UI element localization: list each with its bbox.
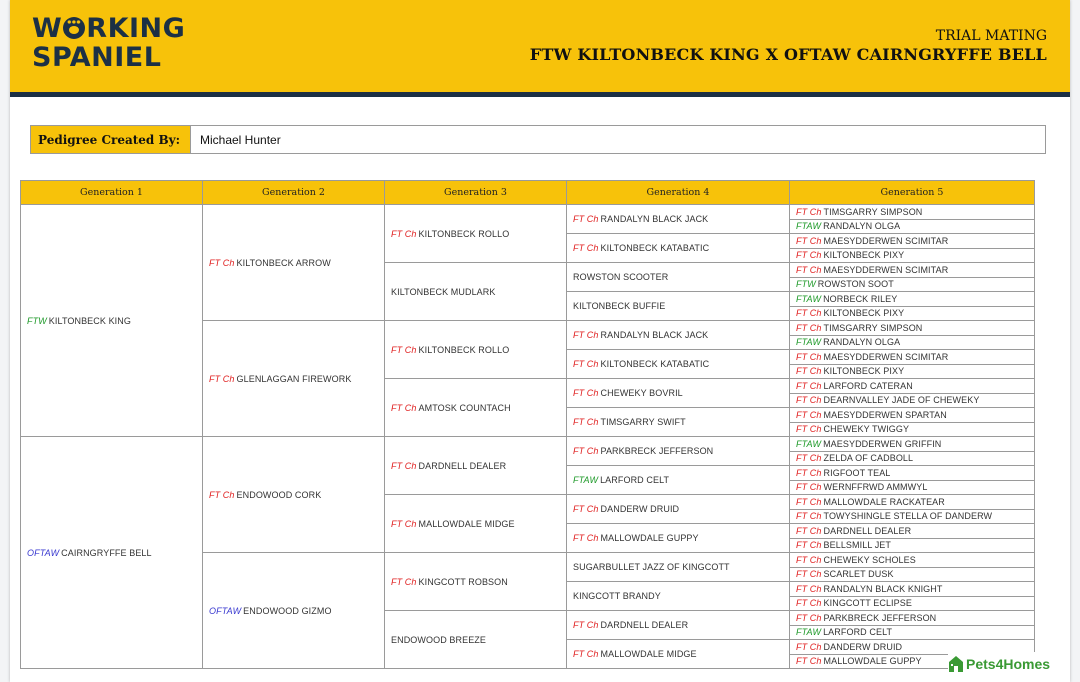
dog-name: MALLOWDALE GUPPY: [600, 533, 699, 543]
generation-4-dog-cell: [567, 553, 790, 582]
award-title: FT Ch: [796, 308, 822, 319]
dog-name: LARFORD CELT: [823, 627, 893, 638]
generation-5-dog-cell: [790, 364, 1035, 379]
generation-4-dog-cell: [567, 495, 790, 524]
generation-4-dog-cell: [567, 292, 790, 321]
generation-header-row: [21, 181, 1035, 205]
award-title: FT Ch: [209, 373, 235, 384]
award-title: FT Ch: [796, 351, 822, 362]
generation-5-dog-cell: [790, 509, 1035, 524]
generation-5-dog-cell: [790, 480, 1035, 495]
generation-5-dog-cell: [790, 306, 1035, 321]
award-title: FT Ch: [573, 620, 599, 630]
dog-name: SUGARBULLET JAZZ OF KINGCOTT: [573, 562, 730, 572]
dog-name: MAESYDDERWEN SCIMITAR: [823, 351, 949, 362]
dog-name: CHEWEKY TWIGGY: [823, 424, 910, 435]
pedigree-row: [21, 205, 1035, 220]
award-title: FT Ch: [796, 569, 822, 580]
dog-name: KINGCOTT BRANDY: [573, 591, 661, 601]
generation-2-dog-cell: [203, 553, 385, 669]
dog-name: RANDALYN OLGA: [823, 337, 901, 348]
award-title: FT Ch: [573, 214, 599, 224]
award-title: FT Ch: [796, 366, 822, 377]
award-title: FTAW: [573, 475, 599, 485]
award-title: FT Ch: [573, 533, 599, 543]
dog-name: KILTONBECK ROLLO: [418, 344, 510, 355]
generation-4-dog-cell: [567, 466, 790, 495]
generation-3-dog-cell: [385, 553, 567, 611]
award-title: FT Ch: [796, 453, 822, 464]
award-title: FTW: [796, 279, 816, 290]
award-title: FT Ch: [796, 598, 822, 609]
generation-5-dog-cell: [790, 625, 1035, 640]
generation-5-dog-cell: [790, 234, 1035, 249]
generation-3-dog-cell: [385, 205, 567, 263]
award-title: FT Ch: [796, 235, 822, 246]
dog-name: KINGCOTT ROBSON: [418, 576, 508, 587]
generation-4-dog-cell: [567, 408, 790, 437]
dog-name: PARKBRECK JEFFERSON: [823, 612, 937, 623]
award-title: FT Ch: [796, 395, 822, 406]
dog-name: KINGCOTT ECLIPSE: [823, 598, 912, 609]
dog-name: DARDNELL DEALER: [600, 620, 689, 630]
mating-info: [530, 28, 1047, 65]
generation-4-dog-cell: [567, 350, 790, 379]
dog-name: ROWSTON SOOT: [817, 279, 894, 290]
award-title: FT Ch: [573, 330, 599, 340]
dog-name: KILTONBECK PIXY: [823, 366, 905, 377]
generation-5-dog-cell: [790, 277, 1035, 292]
dog-name: KILTONBECK ROLLO: [418, 228, 510, 239]
award-title: OFTAW: [209, 605, 242, 616]
generation-2-dog-cell: [203, 321, 385, 437]
dog-name: DANDERW DRUID: [823, 641, 903, 652]
generation-4-dog-cell: [567, 524, 790, 553]
award-title: FT Ch: [573, 243, 599, 253]
award-title: FT Ch: [796, 467, 822, 478]
generation-3-dog-cell: [385, 321, 567, 379]
dog-name: DARDNELL DEALER: [823, 525, 912, 536]
generation-4-dog-cell: [567, 640, 790, 669]
award-title: FT Ch: [391, 228, 417, 239]
generation-5-dog-cell: [790, 538, 1035, 553]
dog-name: CAIRNGRYFFE BELL: [61, 547, 152, 558]
generation-3-dog-cell: [385, 379, 567, 437]
dog-name: WERNFFRWD AMMWYL: [823, 482, 928, 493]
dog-name: LARFORD CELT: [600, 475, 670, 485]
award-title: FT Ch: [796, 496, 822, 507]
award-title: FT Ch: [209, 489, 235, 500]
paw-icon: [63, 17, 85, 39]
generation-1-dog-cell: [21, 205, 203, 437]
dog-name: KILTONBECK PIXY: [823, 308, 905, 319]
dog-name: MAESYDDERWEN SPARTAN: [823, 409, 947, 420]
dog-name: TOWYSHINGLE STELLA OF DANDERW: [823, 511, 993, 522]
dog-name: CHEWEKY SCHOLES: [823, 554, 916, 565]
generation-2-dog-cell: [203, 437, 385, 553]
generation-1-header: Generation 1: [21, 181, 203, 205]
generation-5-dog-cell: [790, 408, 1035, 423]
dog-name: TIMSGARRY SWIFT: [600, 417, 686, 427]
generation-5-dog-cell: [790, 495, 1035, 510]
generation-2-header: Generation 2: [203, 181, 385, 205]
generation-5-dog-cell: [790, 219, 1035, 234]
dog-name: MAESYDDERWEN SCIMITAR: [823, 235, 949, 246]
generation-3-dog-cell: [385, 495, 567, 553]
award-title: FT Ch: [573, 388, 599, 398]
award-title: FTAW: [796, 221, 822, 232]
award-title: OFTAW: [27, 547, 60, 558]
award-title: FT Ch: [573, 359, 599, 369]
pedigree-table: [20, 180, 1035, 669]
generation-5-dog-cell: [790, 422, 1035, 437]
dog-name: DEARNVALLEY JADE OF CHEWEKY: [823, 395, 980, 406]
generation-5-dog-cell: [790, 393, 1035, 408]
dog-name: ENDOWOOD GIZMO: [243, 605, 332, 616]
generation-5-dog-cell: [790, 596, 1035, 611]
dog-name: KILTONBECK BUFFIE: [573, 301, 666, 311]
generation-5-dog-cell: [790, 205, 1035, 220]
award-title: FT Ch: [796, 511, 822, 522]
mating-label: TRIAL MATING: [935, 28, 1047, 44]
dog-name: ZELDA OF CADBOLL: [823, 453, 914, 464]
pedigree-row: [21, 437, 1035, 452]
generation-5-dog-cell: [790, 437, 1035, 452]
generation-2-dog-cell: [203, 205, 385, 321]
dog-name: TIMSGARRY SIMPSON: [823, 206, 923, 217]
award-title: FT Ch: [391, 402, 417, 413]
award-title: FT Ch: [796, 264, 822, 275]
award-title: FT Ch: [391, 460, 417, 471]
dog-name: GLENLAGGAN FIREWORK: [236, 373, 352, 384]
dog-name: ROWSTON SCOOTER: [573, 272, 669, 282]
dog-name: MAESYDDERWEN SCIMITAR: [823, 264, 949, 275]
dog-name: KILTONBECK KATABATIC: [600, 243, 710, 253]
award-title: FT Ch: [391, 576, 417, 587]
award-title: FT Ch: [796, 424, 822, 435]
dog-name: ENDOWOOD BREEZE: [391, 634, 487, 645]
logo-word-spaniel: SPANIEL: [32, 42, 162, 73]
award-title: FT Ch: [796, 380, 822, 391]
generation-5-dog-cell: [790, 451, 1035, 466]
dog-name: RANDALYN OLGA: [823, 221, 901, 232]
dog-name: MALLOWDALE RACKATEAR: [823, 496, 945, 507]
dog-name: RIGFOOT TEAL: [823, 467, 891, 478]
award-title: FT Ch: [573, 446, 599, 456]
dog-name: MAESYDDERWEN GRIFFIN: [823, 438, 942, 449]
working-spaniel-logo: [32, 14, 185, 72]
generation-3-dog-cell: [385, 263, 567, 321]
generation-5-dog-cell: [790, 553, 1035, 568]
award-title: FT Ch: [796, 250, 822, 261]
generation-5-dog-cell: [790, 350, 1035, 365]
award-title: FT Ch: [796, 540, 822, 551]
award-title: FT Ch: [796, 322, 822, 333]
header-banner: [10, 0, 1070, 92]
dog-name: CHEWEKY BOVRIL: [600, 388, 683, 398]
generation-5-header: Generation 5: [790, 181, 1035, 205]
generation-3-dog-cell: [385, 611, 567, 669]
generation-5-dog-cell: [790, 263, 1035, 278]
award-title: FT Ch: [391, 518, 417, 529]
mating-title: FTW KILTONBECK KING X OFTAW CAIRNGRYFFE BELL: [529, 45, 1047, 64]
award-title: FT Ch: [391, 344, 417, 355]
award-title: FT Ch: [209, 257, 235, 268]
generation-3-dog-cell: [385, 437, 567, 495]
generation-4-dog-cell: [567, 379, 790, 408]
award-title: FT Ch: [796, 482, 822, 493]
generation-4-dog-cell: [567, 321, 790, 350]
pedigree-creator-row: [30, 125, 1046, 154]
dog-name: KILTONBECK KATABATIC: [600, 359, 710, 369]
logo-word-rest: RKING: [86, 13, 186, 44]
dog-name: MALLOWDALE MIDGE: [600, 649, 697, 659]
award-title: FT Ch: [796, 554, 822, 565]
award-title: FTAW: [796, 337, 822, 348]
award-title: FT Ch: [796, 656, 822, 667]
generation-5-dog-cell: [790, 567, 1035, 582]
generation-4-dog-cell: [567, 437, 790, 466]
generation-4-dog-cell: [567, 582, 790, 611]
pets4homes-label: Pets4Homes: [966, 656, 1051, 672]
award-title: FT Ch: [796, 409, 822, 420]
generation-5-dog-cell: [790, 335, 1035, 350]
creator-name: Michael Hunter: [200, 132, 281, 147]
dog-name: DARDNELL DEALER: [418, 460, 507, 471]
generation-4-dog-cell: [567, 205, 790, 234]
generation-5-dog-cell: [790, 321, 1035, 336]
dog-name: RANDALYN BLACK JACK: [600, 330, 709, 340]
pets4homes-house-icon: [948, 655, 964, 673]
creator-label: Pedigree Created By:: [31, 126, 191, 153]
dog-name: DANDERW DRUID: [600, 504, 680, 514]
dog-name: ENDOWOOD CORK: [236, 489, 322, 500]
dog-name: KILTONBECK PIXY: [823, 250, 905, 261]
dog-name: BELLSMILL JET: [823, 540, 892, 551]
generation-5-dog-cell: [790, 379, 1035, 394]
dog-name: LARFORD CATERAN: [823, 380, 913, 391]
dog-name: AMTOSK COUNTACH: [418, 402, 511, 413]
dog-name: MALLOWDALE MIDGE: [418, 518, 515, 529]
award-title: FTW: [27, 315, 47, 326]
generation-3-header: Generation 3: [385, 181, 567, 205]
award-title: FT Ch: [796, 206, 822, 217]
award-title: FT Ch: [796, 525, 822, 536]
award-title: FT Ch: [573, 504, 599, 514]
award-title: FTAW: [796, 438, 822, 449]
generation-4-dog-cell: [567, 611, 790, 640]
dog-name: RANDALYN BLACK KNIGHT: [823, 583, 943, 594]
award-title: FTAW: [796, 627, 822, 638]
award-title: FT Ch: [796, 641, 822, 652]
generation-5-dog-cell: [790, 248, 1035, 263]
generation-5-dog-cell: [790, 466, 1035, 481]
generation-4-dog-cell: [567, 234, 790, 263]
dog-name: NORBECK RILEY: [823, 293, 898, 304]
dog-name: SCARLET DUSK: [823, 569, 894, 580]
generation-5-dog-cell: [790, 524, 1035, 539]
logo-letter-w: W: [32, 13, 63, 44]
dog-name: MALLOWDALE GUPPY: [823, 656, 922, 667]
award-title: FTAW: [796, 293, 822, 304]
award-title: FT Ch: [796, 583, 822, 594]
dog-name: PARKBRECK JEFFERSON: [600, 446, 714, 456]
dog-name: KILTONBECK ARROW: [236, 257, 331, 268]
dog-name: TIMSGARRY SIMPSON: [823, 322, 923, 333]
dog-name: RANDALYN BLACK JACK: [600, 214, 709, 224]
generation-4-dog-cell: [567, 263, 790, 292]
dog-name: KILTONBECK KING: [48, 315, 131, 326]
dog-name: KILTONBECK MUDLARK: [391, 286, 496, 297]
award-title: FT Ch: [573, 417, 599, 427]
generation-5-dog-cell: [790, 292, 1035, 307]
award-title: FT Ch: [796, 612, 822, 623]
pets4homes-watermark: [948, 652, 1066, 676]
generation-5-dog-cell: [790, 611, 1035, 626]
generation-4-header: Generation 4: [567, 181, 790, 205]
generation-1-dog-cell: [21, 437, 203, 669]
award-title: FT Ch: [573, 649, 599, 659]
header-divider: [10, 92, 1070, 97]
generation-5-dog-cell: [790, 582, 1035, 597]
